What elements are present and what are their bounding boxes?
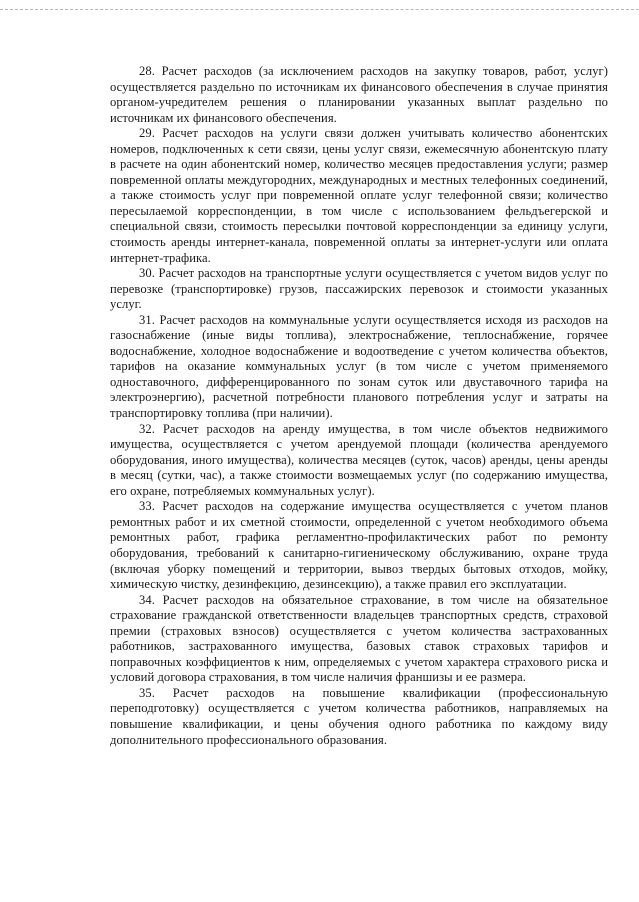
paragraph-28: 28. Расчет расходов (за исключением расходов на закупку товаров, работ, услуг) осуществляется раздельно по источникам их финансового обеспечения в случае принятия органом-учредителем решения о планировании указанных выплат раздельно по источникам их финансового обеспечения.: [110, 64, 608, 125]
document-body: [110, 64, 608, 748]
paragraph-34: 34. Расчет расходов на обязательное страхование, в том числе на обязательное страхование гражданской ответственности владельцев транспортных средств, страховой премии (страховых взносов) осуществляется с учетом количества застрахованных работников, застрахованного имущества, базовых ставок страховых тарифов и поправочных коэффициентов к ним, определяемых с учетом характера страхового риска и условий договора страхования, в том числе наличия франшизы и ее размера.: [110, 592, 608, 685]
paragraph-29: 29. Расчет расходов на услуги связи должен учитывать количество абонентских номеров, подключенных к сети связи, цены услуг связи, ежемесячную абонентскую плату в расчете на один абонентский номер, количество месяцев предоставления услуги; размер повременной оплаты междугородних, международных и местных телефонных соединений, а также стоимость услуг при повременной оплате услуг телефонной связи; количество пересылаемой корреспонденции, в том числе с использованием фельдъегерской и специальной связи, стоимость пересылки почтовой корреспонденции за единицу услуги, стоимость аренды интернет-канала, повременной оплаты за интернет-услуги или оплата интернет-трафика.: [110, 126, 608, 265]
scan-artifact-line: [0, 9, 639, 10]
paragraph-35: 35. Расчет расходов на повышение квалификации (профессиональную переподготовку) осуществляется с учетом количества работников, направляемых на повышение квалификации, и цены обучения одного работника по каждому виду дополнительного профессионального образования.: [110, 685, 608, 747]
paragraph-32: 32. Расчет расходов на аренду имущества, в том числе объектов недвижимого имущества, осуществляется с учетом арендуемой площади (количества арендуемого оборудования, иного имущества), количества месяцев (суток, часов) аренды, цены аренды в месяц (сутки, час), а также стоимости возмещаемых услуг (по содержанию имущества, его охране, потребляемых коммунальных услуг).: [110, 421, 608, 498]
paragraph-33: 33. Расчет расходов на содержание имущества осуществляется с учетом планов ремонтных работ и их сметной стоимости, определенной с учетом необходимого объема ремонтных работ, графика регламентно-профилактических работ по ремонту оборудования, требований к санитарно-гигиеническому обслуживанию, охране труда (включая уборку помещений и территории, вывоз твердых бытовых отходов, мойку, химическую чистку, дезинфекцию, дезинсекцию), а также правил его эксплуатации.: [110, 499, 608, 592]
paragraph-30: 30. Расчет расходов на транспортные услуги осуществляется с учетом видов услуг по перевозке (транспортировке) грузов, пассажирских перевозок и стоимости указанных услуг.: [110, 266, 608, 312]
paragraph-31: 31. Расчет расходов на коммунальные услуги осуществляется исходя из расходов на газоснабжение (иные виды топлива), электроснабжение, теплоснабжение, горячее водоснабжение, холодное водоснабжение и водоотведение с учетом количества объектов, тарифов на оказание коммунальных услуг (в том числе с учетом применяемого одноставочного, дифференцированного по зонам суток или двуставочного тарифа на электроэнергию), расчетной потребности планового потребления услуг и затраты на транспортировку топлива (при наличии).: [110, 312, 608, 421]
